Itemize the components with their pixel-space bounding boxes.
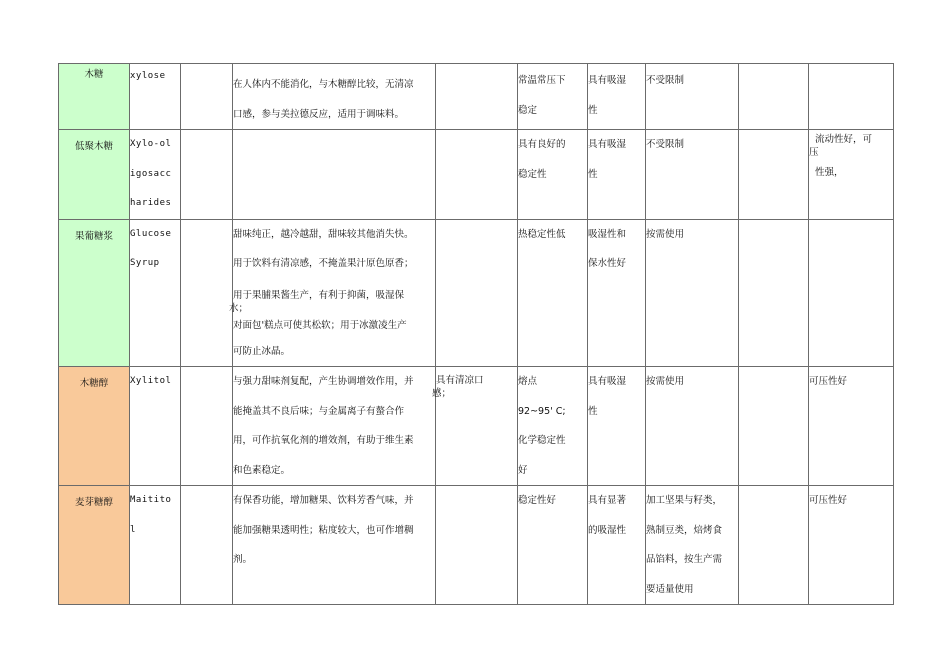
- description-line: 甜味纯正，越冷越甜，甜味较其他消失快。: [233, 228, 414, 240]
- hygroscopicity-line: 具有吸湿: [588, 139, 627, 151]
- english-name-cell: [130, 486, 181, 605]
- usage-cell: [646, 367, 739, 486]
- sweetener-name-text: 果葡糖浆: [74, 230, 113, 242]
- usage-cell: [646, 219, 739, 367]
- usage-line: 加工坚果与籽类，: [646, 495, 723, 507]
- description-line: 和色素稳定。: [233, 464, 291, 476]
- empty-cell: [436, 219, 518, 367]
- description-line: 用于饮料有清凉感，不掩盖果汁原色原香；: [233, 258, 414, 270]
- empty-cell: [181, 130, 233, 220]
- english-name-line: Xylitol: [130, 376, 172, 387]
- other-property-line: 流动性好，可: [815, 134, 873, 145]
- sweetener-name: [59, 130, 130, 220]
- usage-line: 不受限制: [646, 139, 685, 151]
- empty-cell: [739, 486, 809, 605]
- empty-cell: [739, 219, 809, 367]
- english-name-line: Xylo-ol: [130, 139, 172, 150]
- description-cell: [233, 486, 436, 605]
- description-cell: [233, 64, 436, 130]
- stability-line: 稳定性: [518, 168, 547, 180]
- english-name-line: xylose: [130, 71, 166, 81]
- stability-line: 稳定: [518, 104, 538, 116]
- hygroscopicity-line: 吸湿性和: [588, 228, 627, 240]
- sweetener-name: [59, 367, 130, 486]
- sweetener-name: [59, 486, 130, 605]
- sweetener-name: [59, 64, 130, 130]
- description-line: 用，可作抗氧化剂的增效剂，有助于维生素: [233, 435, 414, 447]
- stability-cell: [518, 64, 588, 130]
- description-line: 与强力甜味剂复配，产生协调增效作用，并: [233, 376, 414, 388]
- other-property-line: 可压性好: [809, 495, 848, 507]
- extra-property-line: 具有清凉口: [436, 375, 484, 386]
- empty-cell: [809, 64, 894, 130]
- hygroscopicity-line: 性: [588, 104, 598, 116]
- other-property-cell: [809, 367, 894, 486]
- description-line: 在人体内不能消化，与木糖醇比较，无清凉: [233, 79, 414, 91]
- stability-cell: [518, 219, 588, 367]
- usage-line: 要适量使用: [646, 583, 694, 595]
- empty-cell: [233, 130, 436, 220]
- stability-line: 稳定性好: [518, 495, 557, 507]
- table-row: [59, 367, 894, 486]
- description-line: 剂。: [233, 554, 253, 566]
- stability-line: 常温常压下: [518, 75, 566, 87]
- table-row: [59, 130, 894, 220]
- other-property-line: 压: [809, 147, 819, 158]
- extra-property-cell: [432, 367, 518, 486]
- description-cell: [233, 367, 436, 486]
- hygroscopicity-cell: [588, 130, 646, 220]
- hygroscopicity-cell: [588, 486, 646, 605]
- stability-line: 92~95' C;: [518, 405, 566, 417]
- hygroscopicity-line: 性: [588, 405, 598, 417]
- usage-cell: [646, 130, 739, 220]
- english-name-line: l: [130, 524, 136, 535]
- english-name-cell: [130, 64, 181, 130]
- stability-cell: [518, 486, 588, 605]
- usage-line: 按需使用: [646, 376, 685, 388]
- description-line: 能掩盖其不良后味；与金属离子有螯合作: [233, 405, 405, 417]
- hygroscopicity-line: 保水性好: [588, 258, 627, 270]
- empty-cell: [181, 367, 233, 486]
- usage-cell: [646, 486, 739, 605]
- english-name-line: Syrup: [130, 258, 160, 269]
- sweetener-name-text: 木糖醇: [79, 378, 109, 389]
- sweetener-name-text: 木糖: [84, 69, 104, 80]
- other-property-cell: [809, 486, 894, 605]
- sweetener-name-text: 低聚木糖: [74, 141, 113, 152]
- table-row: [59, 64, 894, 130]
- stability-cell: [518, 367, 588, 486]
- table-row: [59, 219, 894, 367]
- english-name-line: Maitito: [130, 495, 172, 506]
- usage-line: 按需使用: [646, 228, 685, 240]
- hygroscopicity-cell: [588, 64, 646, 130]
- empty-cell: [739, 130, 809, 220]
- sweetener-table: [58, 63, 894, 605]
- stability-line: 好: [518, 464, 528, 476]
- english-name-line: Glucose: [130, 228, 172, 239]
- empty-cell: [436, 64, 518, 130]
- description-line: 可防止冰晶。: [233, 345, 291, 357]
- description-line: 对面包'糕点可使其松软；用于冰激凌生产: [233, 320, 407, 331]
- hygroscopicity-cell: [588, 367, 646, 486]
- empty-cell: [181, 64, 233, 130]
- stability-line: 具有良好的: [518, 139, 566, 151]
- usage-line: 不受限制: [646, 75, 685, 87]
- usage-cell: [646, 64, 739, 130]
- stability-line: 热稳定性低: [518, 228, 566, 240]
- hygroscopicity-line: 性: [588, 168, 598, 180]
- usage-line: 熟制豆类，焙烤食: [646, 524, 723, 536]
- description-line: 口感，参与美拉德反应，适用于调味料。: [233, 108, 405, 120]
- stability-line: 熔点: [518, 376, 538, 388]
- empty-cell: [809, 219, 894, 367]
- english-name-cell: [130, 219, 181, 367]
- extra-property-line: 感；: [432, 388, 452, 399]
- other-property-cell: [809, 130, 894, 220]
- english-name-line: harides: [130, 198, 172, 209]
- hygroscopicity-line: 具有吸湿: [588, 75, 627, 87]
- english-name-line: igosacc: [130, 168, 172, 179]
- empty-cell: [181, 486, 233, 605]
- description-line: 水；: [229, 302, 249, 314]
- english-name-cell: [130, 367, 181, 486]
- stability-line: 化学稳定性: [518, 435, 566, 447]
- empty-cell: [181, 219, 233, 367]
- empty-cell: [436, 486, 518, 605]
- hygroscopicity-line: 的吸湿性: [588, 524, 627, 536]
- hygroscopicity-line: 具有显著: [588, 495, 627, 507]
- table-row: [59, 486, 894, 605]
- other-property-line: 可压性好: [809, 376, 848, 388]
- description-line: 用于果脯果酱生产，有利于抑菌，吸湿保: [233, 289, 405, 301]
- description-line: 有保香功能，增加糖果、饮料芳香气味，并: [233, 495, 414, 507]
- stability-cell: [518, 130, 588, 220]
- english-name-cell: [130, 130, 181, 220]
- hygroscopicity-cell: [588, 219, 646, 367]
- empty-cell: [739, 64, 809, 130]
- sweetener-name: [59, 219, 130, 367]
- description-cell: [229, 219, 436, 367]
- description-line: 能加强糖果透明性；粘度较大，也可作增稠: [233, 524, 414, 536]
- sweetener-name-text: 麦芽糖醇: [74, 497, 113, 508]
- hygroscopicity-line: 具有吸湿: [588, 376, 627, 388]
- empty-cell: [739, 367, 809, 486]
- empty-cell: [436, 130, 518, 220]
- usage-line: 品馅料，按生产需: [646, 554, 723, 566]
- other-property-line: 性强，: [815, 167, 844, 178]
